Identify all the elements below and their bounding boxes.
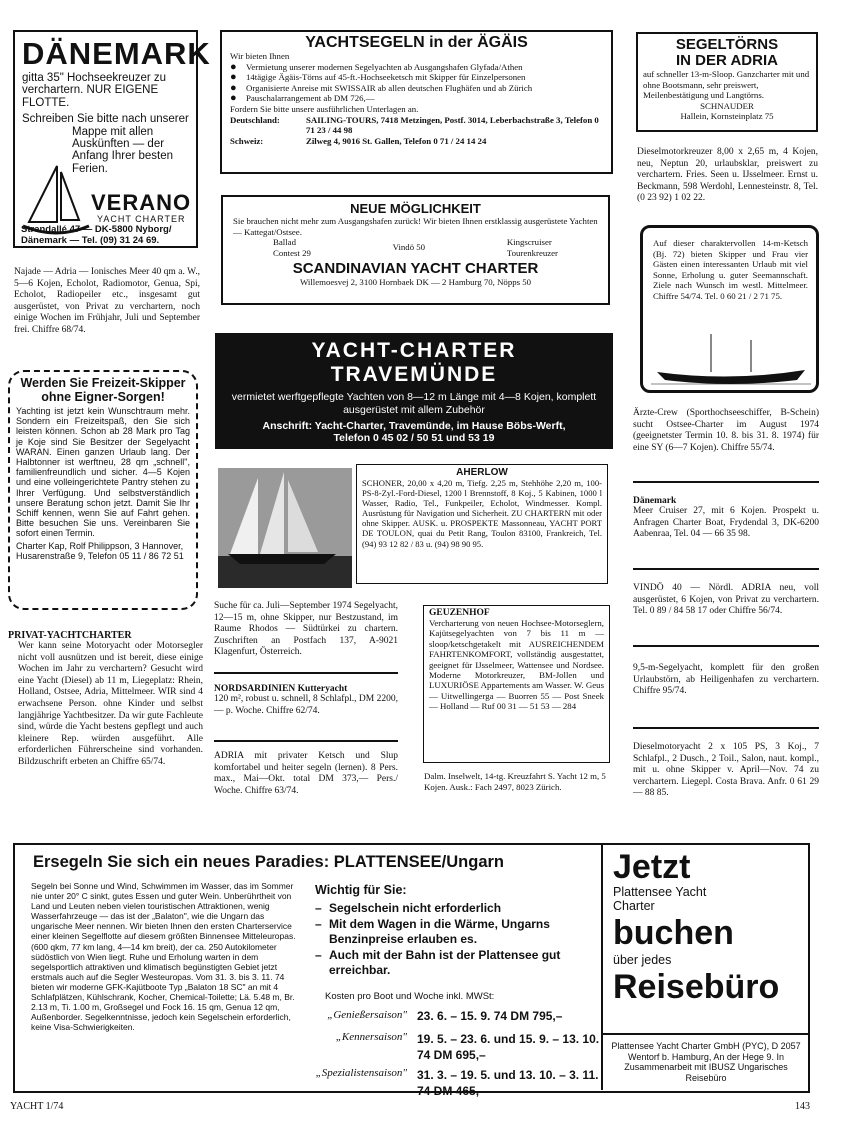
neue-address: Willemoesvej 2, 3100 Hornbaek DK — 2 Hamburg 70, Nöpps 50 xyxy=(299,277,532,288)
privat-text: Wer kann seine Motoryacht oder Motorsegler nicht voll ausnützen und ist bereit, diese einige Wochen im Jahr zu verchartern? Gesucht wird eine Yacht (Diesel) ab 11 m, Liegeplatz: Rhein, Holland, Ostsee, Adria, Mittelmeer. WIR sind 4 erwachsene Person. ohne Kinder und selbst langjährige Yachtbesitzer. Da wir gute Fachleute sind, würde die Yacht bestens gepflegt und auch kleinere Rep. würden ausgeführt. Alle erforderlichen Führerscheine sind vorhanden. Bildzuschrift erbeten an Chiffre 65/74. xyxy=(18,641,203,767)
aherlow-ad xyxy=(356,464,608,584)
danemark-text2: Schreiben Sie bitte nach unserer Mappe mit allen Auskünften — der Anfang Ihrer besten Ferien. xyxy=(22,113,189,175)
neue-text: Sie brauchen nicht mehr zum Ausgangshafen zurück! Wir bieten Ihnen erstklassig ausgerüstete Yachten — Kattegat/Ostsee. xyxy=(233,216,598,237)
season-dates: 19. 5. – 23. 6. und 15. 9. – 13. 10. 74 DM 695,– xyxy=(417,1032,600,1062)
why-item: Mit dem Wagen in die Wärme, Ungarns Benzinpreise erlauben es. xyxy=(329,916,550,946)
danemark-text: gitta 35" Hochseekreuzer zu verchartern. NUR EIGENE FLOTTE. xyxy=(22,72,167,109)
geuzenhof-text: Vercharterung von neuen Hochsee-Motorseglern, Kajütsegelyachten von 7 bis 11 m — sloop/ketschgetakelt mit AUSREICHENDEM FAHRTENKOMFORT, vollständig ausgestattet, geeignet für IJsselmeer, Wattensee und Nordsee. Moderne Motorkreuzer, BM-Jollen und LUXURIÖSE Appartements am Wasser. W. Geus — Uitwellingerga — Buorren 55 — Post Sneek — Holland — Ruf 00 31 — 51 53 — 284 xyxy=(429,618,604,712)
adria-address: Hallein, Kornsteinplatz 75 xyxy=(680,111,774,122)
plattensee-why-title: Wichtig für Sie: xyxy=(315,883,407,897)
buchen-label: buchen xyxy=(613,914,734,952)
season-dates: 31. 3. – 19. 5. und 13. 10. – 3. 11. 74 DM 465,– xyxy=(417,1068,599,1098)
adria-title1: SEGELTÖRNS xyxy=(675,36,779,53)
privat-title: PRIVAT-YACHTCHARTER xyxy=(8,630,132,641)
geuzenhof-title: GEUZENHOF xyxy=(429,608,490,618)
sardinien-title: NORDSARDINIEN Kutteryacht xyxy=(214,684,348,694)
diesel-ad-2: Dieselmotoryacht 2 x 105 PS, 3 Koj., 7 Schlafpl., 2 Dusch., 2 Toil., Salon, naut. kompl., mit u. ohne Skipper v. April—Nov. 74 zu verchartern. Liegepl. Costa Brava. Anfr. 0 61 29 — 88 85. xyxy=(633,742,819,799)
danemark-title: DÄNEMARK xyxy=(22,36,211,71)
season-name: „Kennersaison" xyxy=(335,1031,407,1043)
danemark-address: Strandallé 47 — DK-5800 Nyborg/ Dänemark — Tel. (09) 31 24 69. xyxy=(21,224,172,246)
plattensee-ad xyxy=(13,843,810,1098)
verano-logo: VERANO xyxy=(91,190,192,215)
neue-ad xyxy=(221,195,610,305)
page-number: 143 xyxy=(795,1101,810,1112)
aegais-ch-address: Zilweg 4, 9016 St. Gallen, Telefon 0 71 / 24 14 24 xyxy=(306,135,487,146)
aherlow-title: AHERLOW xyxy=(456,467,508,478)
privat-ad xyxy=(8,630,203,769)
geuzenhof-ad xyxy=(423,605,610,763)
plattensee-title: Ersegeln Sie sich ein neues Paradies: PLATTENSEE/Ungarn xyxy=(33,853,505,871)
adria-ad xyxy=(636,32,818,132)
season-name: „Genießersaison" xyxy=(327,1009,407,1021)
aegais-bullet: ● Organisierte Anreise mit SWISSAIR ab allen deutschen Flughäfen und ab Zürich xyxy=(230,83,603,94)
neue-brand: SCANDINAVIAN YACHT CHARTER xyxy=(292,260,539,278)
ketsch-text: Auf dieser charaktervollen 14-m-Ketsch (Bj. 72) bieten Skipper und Frau vier Gästen einen interessanten Urlaub mit viel Sonne, Erholung u. guter Seemannschaft. Ziele nach Wunsch im westl. Mittelmeer. Chiffre 54/74. Tel. 0 60 21 / 2 71 75. xyxy=(653,238,808,301)
plattensee-footer: Plattensee Yacht Charter GmbH (PYC), D 2057 Wentorf b. Hamburg, An der Hege 9. In Zusammenarbeit mit IBUSZ Ungarisches Reisebüro xyxy=(603,1033,809,1083)
aegais-ad xyxy=(220,30,613,174)
freizeit-title1: Werden Sie Freizeit-Skipper xyxy=(20,376,186,390)
adria2-ad: ADRIA mit privater Ketsch und Slup komfortabel und heiter segeln (lernen). 8 Pers. max., Mai—Okt. total DM 373,— Pers./ Woche. Chiffre 63/74. xyxy=(214,751,398,796)
jetzt-label: Jetzt xyxy=(613,848,691,886)
why-item: Auch mit der Bahn ist der Plattensee gut erreichbar. xyxy=(329,947,561,977)
footer-issue: YACHT 1/74 xyxy=(10,1101,64,1112)
boat-vindo: Vindö 50 xyxy=(392,242,426,253)
boat-kingscruiser: Kingscruiser xyxy=(506,237,552,248)
travemuende-phone: Telefon 0 45 02 / 50 51 und 53 19 xyxy=(333,432,495,444)
diesel-ad-1: Dieselmotorkreuzer 8,00 x 2,65 m, 4 Kojen, neu, Neptun 20, urlaubsklar, preiswert zu verchartern. Fries. Seen u. IJsselmeer. Ernst u. Beckmann, 598 Werdohl, Lennesteinstr. 8, Tel. (0 23 92) 1 02 22. xyxy=(637,147,818,204)
plattensee-seasons xyxy=(301,1009,607,1103)
verano-sub: YACHT CHARTER xyxy=(97,214,186,224)
plattensee-cost-line: Kosten pro Boot und Woche inkl. MWSt: xyxy=(325,991,495,1002)
aegais-title: YACHTSEGELN in der ÄGÄIS xyxy=(305,34,528,51)
plattensee-right-panel xyxy=(601,845,809,1090)
najade-ad: Najade — Adria — Ionisches Meer 40 qm a. W., 5—6 Kojen, Echolot, Radiomotor, Genua, Spi, Echolot, Radiopeiler etc., insgesamt gut ausgerüstet, von Privat zu verchartern, noch einige Wochen im Frühjahr, Juli und September frei. Chiffre 68/74. xyxy=(14,267,200,335)
divider xyxy=(214,672,398,674)
travemuende-ad xyxy=(215,333,613,449)
freizeit-title2: ohne Eigner-Sorgen! xyxy=(41,390,165,404)
season-dates: 23. 6. – 15. 9. 74 DM 795,– xyxy=(417,1009,563,1023)
aegais-intro: Wir bieten Ihnen xyxy=(230,51,290,61)
danemark-ad xyxy=(13,30,211,248)
plattensee-yacht-charter: Plattensee Yacht Charter xyxy=(613,885,707,913)
plattensee-left-text: Segeln bei Sonne und Wind, Schwimmen im Wasser, das im Sommer nie unter 20° C sinkt, gutes Essen und guter Wein. Unberührtheit von Land und Leuten neben vielen touristischen Attraktionen, wenig Wasserfahrzeuge — das ist der „Balaton", wie die Ungarn das ungarische Meer nennen. Wir bieten Ihnen den ersten Charterservice einer kleinen Segelflotte auf diesem größten Binnensee Mitteleuropas. (600 qkm, 77 km lang, 4—14 km breit), der ca. 250 Autokilometer südöstlich von Wien liegt. Ruhe und Erholung warten in dem segelsportlich attraktiven und klimatisch begünstigten Gebiet jetzt erstmals auch auf die Segler Westeuropas. Vom 31. 3. bis 3. 11. 74 bieten wir moderne GFK-Kajütboote Typ „Balaton 18 SC" an mit 4 Schlafplätzen, Kühlschrank, Kocher, Chemical-Toilette; Lä. 5.48 m, Br. 2.13 m, Ti. 1.00 m, Großsegel und Fock 16. 15 qm, Genua 12 qm, Außenborder. Segelkenntnisse, jedoch kein Segelschein erforderlich, keine Visa-Schwierigkeiten. xyxy=(31,881,296,1033)
neue-title: NEUE MÖGLICHKEIT xyxy=(350,201,481,216)
divider xyxy=(633,727,819,729)
divider xyxy=(633,645,819,647)
adria-title2: IN DER ADRIA xyxy=(676,52,778,69)
aegais-de-label: Deutschland: xyxy=(230,114,280,125)
vindo-ad: VINDÖ 40 — Nördl. ADRIA neu, voll ausgerüstet, 6 Kojen, von Privat zu verchartern. Tel. 0 89 / 84 58 17 oder Chiffre 56/74. xyxy=(633,583,819,617)
adria-text: auf schneller 13-m-Sloop. Ganzcharter mit und ohne Bootsmann, sehr preiswert, Meilenbestätigung und Langtörns. xyxy=(643,69,810,101)
freizeit-ad xyxy=(8,370,198,610)
daenemark2-ad xyxy=(633,496,819,541)
reisebuero-label: Reisebüro xyxy=(613,968,780,1006)
ueber-jedes-label: über jedes xyxy=(613,953,672,967)
boat-contest: Contest 29 xyxy=(273,247,311,258)
aegais-ch-label: Schweiz: xyxy=(230,135,264,146)
aherlow-text: SCHONER, 20,00 x 4,20 m, Tiefg. 2,25 m, Stehhöhe 2,20 m, 100-PS-8-Zyl.-Ford-Diesel, 1200 l Brennstoff, 8 Koj., 5 Kabinen, 1000 l Wasser, Radio, Tel., Funkpeiler, Echolot, Windmesser. Kompl. Ausrüstung für Navigation und Sicherheit. ZU CHARTERN mit oder ohne Skipper. AUSK. u. PROSPEKTE Massonneau, YACHT PORT DE TOULON, quai du Petit Rang, Toulon 83100, Frankreich, Tel. (94) 93 12 82 / 83 u. (94) 98 90 95. xyxy=(362,478,602,549)
plattensee-why-list: – Segelschein nicht erforderlich – Mit dem Wagen in die Wärme, Ungarns Benzinpreise erlauben es. – Auch mit der Bahn ist der Plattensee gut erreichbar. xyxy=(315,901,585,979)
travemuende-text: vermietet werftgepflegte Yachten von 8—12 m Länge mit 4—8 Kojen, komplett ausgerüstet mit allem Zubehör xyxy=(231,391,597,416)
ketsch-ad xyxy=(640,225,819,393)
suche-ad: Suche für ca. Juli—September 1974 Segelyacht, 12—15 m, ohne Skipper, nur Bestzustand, im Raume Rhodos — Südtürkei zu chartern. Zuschriften an Postfach 137, A-9021 Klagenfurt, Österreich. xyxy=(214,601,398,658)
travemuende-address: Anschrift: Yacht-Charter, Travemünde, im Hause Böbs-Werft, xyxy=(262,420,566,432)
adria-name: SCHNAUDER xyxy=(700,100,754,111)
aegais-de-address: SAILING-TOURS, 7418 Metzingen, Postf. 3014, Leberbachstraße 3, Telefon 0 71 23 / 44 98 xyxy=(306,114,599,136)
divider xyxy=(633,568,819,570)
divider xyxy=(214,740,398,742)
aegais-bullets xyxy=(230,62,603,104)
segelyacht-ad: 9,5-m-Segelyacht, komplett für den großen Urlaubstörn, ab Heiligenhafen zu verchartern. Chiffre 95/74. xyxy=(633,663,819,697)
divider xyxy=(633,481,819,483)
freizeit-text: Yachting ist jetzt kein Wunschtraum mehr. Sondern ein Freizeitspaß, den Sie sich leisten können. Schon ab 28 Mark pro Tag je Koje sind Sie Besitzer der Segelyacht WARAN. Einen ganzen Urlaub lang. Der Halbtonner ist werftneu, 28 qm „schnell", familienfreundlich und sicher. 4—5 Kojen und eine volleingerichtete Pantry stehen zu Ihrer Verfügung. Und selbstverständlich unsere Beratung schon jetzt. Damit Sie Ihr Schiff kennen, wenn Sie auf Fahrt gehen. Bitte besuchen Sie uns. Vereinbaren Sie sofort einen Termin. xyxy=(16,406,190,539)
aegais-bullet: ● 14tägige Ägäis-Törns auf 45-ft.-Hochseeketsch mit Skipper für Einzelpersonen xyxy=(230,72,603,83)
daenemark2-text: Meer Cruiser 27, mit 6 Kojen. Prospekt u. Anfragen Charter Boat, Frydendal 3, DK-6200 Aabenraa, Tel. 04 — 66 35 98. xyxy=(633,506,819,540)
aherlow-photo xyxy=(218,468,352,588)
season-name: „Spezialistensaison" xyxy=(315,1067,407,1079)
why-item: Segelschein nicht erforderlich xyxy=(329,901,502,915)
sardinien-ad xyxy=(214,684,398,717)
aegais-bullet: ● Vermietung unserer modernen Segelyachten ab Ausgangshafen Glyfada/Athen xyxy=(230,62,603,73)
daenemark2-title: Dänemark xyxy=(633,496,677,506)
aegais-request: Fordern Sie bitte unsere ausführlichen Unterlagen an. xyxy=(230,103,419,114)
ketsch-drawing-icon xyxy=(651,332,811,388)
schooner-photo-icon xyxy=(218,468,352,588)
boat-ballad: Ballad xyxy=(273,237,296,248)
freizeit-contact: Charter Kap, Rolf Philippson, 3 Hannover, Husarenstraße 9, Telefon 05 11 / 86 72 51 xyxy=(16,540,184,561)
dalm-ad: Dalm. Inselwelt, 14-tg. Kreuzfahrt S. Yacht 12 m, 5 Kojen. Ausk.: Fach 2497, 8023 Zürich. xyxy=(424,771,606,792)
aegais-bullet: ● Pauschalarrangement ab DM 726,— xyxy=(230,93,603,104)
sardinien-text: 120 m², robust u. schnell, 8 Schlafpl., DM 2200,— p. Woche. Chiffre 62/74. xyxy=(214,694,398,716)
travemuende-title: YACHT-CHARTER TRAVEMÜNDE xyxy=(311,339,517,386)
aerzte-ad: Ärzte-Crew (Sporthochseeschiffer, B-Schein) sucht Ostsee-Charter im August 1974 (geeignetster Termin 10. 8. bis 31. 8. 1974) für eine SY (6—7 Kojen). Chiffre 55/74. xyxy=(633,408,819,453)
boat-tourenkreuzer: Tourenkreuzer xyxy=(506,247,558,258)
